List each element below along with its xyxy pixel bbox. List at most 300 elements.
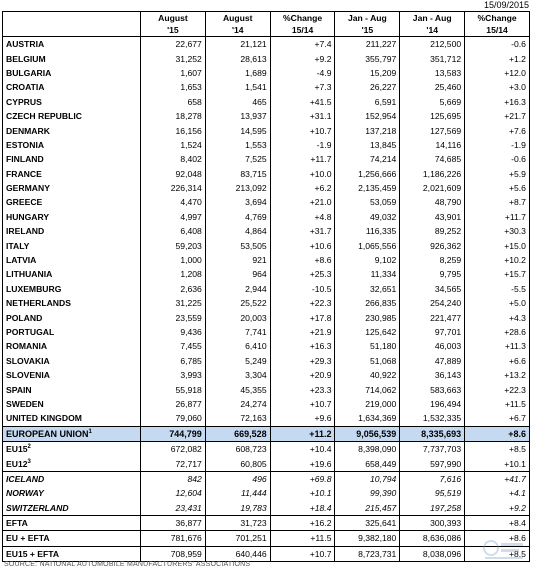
cell-ytd-14: 125,695 [400, 109, 465, 123]
table-row [3, 441, 530, 456]
cell-ytd-14: 926,362 [400, 238, 465, 252]
cell-ytd-15: 40,922 [335, 368, 400, 382]
cell-ytd-15: 74,214 [335, 152, 400, 166]
table-row [3, 195, 530, 209]
cell-ytd-change: +3.0 [465, 80, 530, 94]
table-row [3, 152, 530, 166]
row-country-name: EFTA [3, 515, 141, 530]
table-row [3, 138, 530, 152]
cell-aug-14: 4,864 [205, 224, 270, 238]
row-country-name: PORTUGAL [3, 325, 141, 339]
table-row [3, 37, 530, 52]
cell-aug-change: +25.3 [270, 267, 335, 281]
cell-aug-change: +11.2 [270, 426, 335, 441]
cell-aug-14: 24,274 [205, 397, 270, 411]
cell-aug-change: -1.9 [270, 138, 335, 152]
cell-ytd-15: 152,954 [335, 109, 400, 123]
cell-ytd-14: 254,240 [400, 296, 465, 310]
row-country-name: AUSTRIA [3, 37, 141, 52]
row-country-name: NORWAY [3, 486, 141, 500]
cell-aug-14: 608,723 [205, 441, 270, 456]
table-row [3, 368, 530, 382]
cell-aug-change: +9.6 [270, 411, 335, 426]
cell-ytd-change: +8.5 [465, 441, 530, 456]
cell-aug-15: 8,402 [141, 152, 206, 166]
row-country-name: POLAND [3, 310, 141, 324]
cell-aug-change: +31.7 [270, 224, 335, 238]
table-row [3, 546, 530, 561]
table-row [3, 531, 530, 546]
header-ytd-change: %Change 15/14 [465, 12, 530, 37]
table-row [3, 123, 530, 137]
cell-ytd-15: 9,382,180 [335, 531, 400, 546]
row-country-name: SWEDEN [3, 397, 141, 411]
cell-aug-15: 31,225 [141, 296, 206, 310]
cell-ytd-15: 51,180 [335, 339, 400, 353]
cell-ytd-14: 46,003 [400, 339, 465, 353]
cell-ytd-14: 1,532,335 [400, 411, 465, 426]
table-row [3, 339, 530, 353]
cell-ytd-change: +15.7 [465, 267, 530, 281]
cell-ytd-15: 125,642 [335, 325, 400, 339]
registrations-table [2, 11, 530, 562]
cell-ytd-15: 53,059 [335, 195, 400, 209]
cell-aug-15: 6,785 [141, 354, 206, 368]
cell-aug-15: 36,877 [141, 515, 206, 530]
cell-ytd-15: 10,794 [335, 471, 400, 486]
cell-aug-14: 28,613 [205, 51, 270, 65]
header-country [3, 12, 141, 37]
table-row [3, 296, 530, 310]
cell-aug-change: +10.7 [270, 397, 335, 411]
table-row [3, 238, 530, 252]
cell-aug-15: 842 [141, 471, 206, 486]
watermark-logo-icon [481, 538, 527, 562]
table-row [3, 310, 530, 324]
row-country-name: LATVIA [3, 253, 141, 267]
cell-aug-15: 55,918 [141, 382, 206, 396]
cell-aug-15: 59,203 [141, 238, 206, 252]
cell-aug-change: +18.4 [270, 501, 335, 516]
row-country-name: LUXEMBURG [3, 282, 141, 296]
cell-aug-15: 92,048 [141, 167, 206, 181]
cell-ytd-15: 8,723,731 [335, 546, 400, 561]
cell-ytd-change: +8.4 [465, 515, 530, 530]
cell-ytd-change: -0.6 [465, 152, 530, 166]
report-date: 15/09/2015 [483, 0, 529, 10]
row-country-name: SWITZERLAND [3, 501, 141, 516]
table-body [3, 37, 530, 562]
cell-ytd-14: 13,583 [400, 66, 465, 80]
cell-aug-15: 31,252 [141, 51, 206, 65]
cell-ytd-change: +41.7 [465, 471, 530, 486]
table-row [3, 354, 530, 368]
cell-aug-15: 658 [141, 95, 206, 109]
cell-aug-change: +16.3 [270, 339, 335, 353]
cell-ytd-change: +9.2 [465, 501, 530, 516]
cell-aug-15: 72,717 [141, 456, 206, 471]
cell-ytd-14: 351,712 [400, 51, 465, 65]
row-country-name: $EU12^3$ [3, 456, 141, 471]
cell-ytd-change: +8.6 [465, 531, 530, 546]
cell-ytd-14: 25,460 [400, 80, 465, 94]
cell-ytd-14: 14,116 [400, 138, 465, 152]
cell-aug-15: 708,959 [141, 546, 206, 561]
row-country-name: DENMARK [3, 123, 141, 137]
cell-aug-14: 7,741 [205, 325, 270, 339]
cell-ytd-15: 99,390 [335, 486, 400, 500]
cell-aug-change: +17.8 [270, 310, 335, 324]
cell-aug-14: 1,689 [205, 66, 270, 80]
cell-ytd-change: +11.3 [465, 339, 530, 353]
cell-aug-14: 1,541 [205, 80, 270, 94]
cell-aug-15: 1,000 [141, 253, 206, 267]
cell-ytd-15: 6,591 [335, 95, 400, 109]
cell-aug-change: +10.4 [270, 441, 335, 456]
cell-ytd-14: 583,663 [400, 382, 465, 396]
cell-ytd-change: +8.6 [465, 426, 530, 441]
row-country-name: ROMANIA [3, 339, 141, 353]
cell-aug-15: 18,278 [141, 109, 206, 123]
cell-aug-15: 1,653 [141, 80, 206, 94]
row-country-name: FRANCE [3, 167, 141, 181]
cell-aug-15: 23,559 [141, 310, 206, 324]
cell-ytd-14: 8,335,693 [400, 426, 465, 441]
cell-ytd-14: 34,565 [400, 282, 465, 296]
cell-ytd-14: 2,021,609 [400, 181, 465, 195]
cell-aug-15: 1,607 [141, 66, 206, 80]
cell-aug-15: 226,314 [141, 181, 206, 195]
table-row [3, 282, 530, 296]
cell-ytd-change: -5.5 [465, 282, 530, 296]
cell-aug-14: 669,528 [205, 426, 270, 441]
cell-ytd-15: 9,102 [335, 253, 400, 267]
cell-ytd-change: +11.7 [465, 210, 530, 224]
cell-aug-15: 79,060 [141, 411, 206, 426]
row-country-name: GREECE [3, 195, 141, 209]
cell-aug-15: 6,408 [141, 224, 206, 238]
cell-aug-14: 701,251 [205, 531, 270, 546]
cell-aug-change: +10.7 [270, 546, 335, 561]
cell-ytd-change: +13.2 [465, 368, 530, 382]
cell-aug-14: 14,595 [205, 123, 270, 137]
table-row [3, 167, 530, 181]
cell-aug-14: 496 [205, 471, 270, 486]
cell-aug-change: +20.9 [270, 368, 335, 382]
cell-aug-14: 72,163 [205, 411, 270, 426]
table-row [3, 426, 530, 441]
table-row [3, 325, 530, 339]
cell-aug-change: +23.3 [270, 382, 335, 396]
cell-ytd-14: 8,636,086 [400, 531, 465, 546]
row-country-name: CROATIA [3, 80, 141, 94]
row-country-name: SLOVAKIA [3, 354, 141, 368]
cell-ytd-14: 8,038,096 [400, 546, 465, 561]
cell-aug-14: 13,937 [205, 109, 270, 123]
cell-aug-15: 4,470 [141, 195, 206, 209]
cell-aug-change: +21.0 [270, 195, 335, 209]
cell-ytd-change: +28.6 [465, 325, 530, 339]
cell-aug-14: 964 [205, 267, 270, 281]
cell-aug-14: 6,410 [205, 339, 270, 353]
cell-ytd-15: 32,651 [335, 282, 400, 296]
cell-ytd-14: 97,701 [400, 325, 465, 339]
cell-aug-14: 5,249 [205, 354, 270, 368]
cell-ytd-14: 5,669 [400, 95, 465, 109]
cell-aug-15: 3,993 [141, 368, 206, 382]
table-row [3, 456, 530, 471]
cell-aug-14: 25,522 [205, 296, 270, 310]
cell-ytd-15: 9,056,539 [335, 426, 400, 441]
cell-aug-change: +16.2 [270, 515, 335, 530]
cell-aug-14: 21,121 [205, 37, 270, 52]
cell-aug-15: 2,636 [141, 282, 206, 296]
row-country-name: SLOVENIA [3, 368, 141, 382]
cell-ytd-change: -0.6 [465, 37, 530, 52]
cell-ytd-change: +30.3 [465, 224, 530, 238]
row-country-name: EU + EFTA [3, 531, 141, 546]
cell-ytd-14: 212,500 [400, 37, 465, 52]
cell-ytd-15: 1,634,369 [335, 411, 400, 426]
cell-ytd-15: 116,335 [335, 224, 400, 238]
cell-ytd-14: 300,393 [400, 515, 465, 530]
row-country-name: BULGARIA [3, 66, 141, 80]
cell-aug-15: 16,156 [141, 123, 206, 137]
table-row [3, 181, 530, 195]
row-country-name: ICELAND [3, 471, 141, 486]
cell-ytd-change: +6.6 [465, 354, 530, 368]
cell-ytd-15: 714,062 [335, 382, 400, 396]
cell-aug-change: -10.5 [270, 282, 335, 296]
cell-ytd-15: 658,449 [335, 456, 400, 471]
table-row [3, 210, 530, 224]
row-country-name: ITALY [3, 238, 141, 252]
cell-aug-change: +22.3 [270, 296, 335, 310]
cell-aug-15: 7,455 [141, 339, 206, 353]
table-row [3, 515, 530, 530]
cell-ytd-change: +10.1 [465, 456, 530, 471]
cell-aug-change: +11.7 [270, 152, 335, 166]
header-ytd-15: Jan - Aug '15 [335, 12, 400, 37]
cell-aug-14: 20,003 [205, 310, 270, 324]
cell-aug-change: +9.2 [270, 51, 335, 65]
cell-ytd-change: +7.6 [465, 123, 530, 137]
cell-aug-14: 11,444 [205, 486, 270, 500]
cell-aug-15: 1,524 [141, 138, 206, 152]
cell-aug-14: 31,723 [205, 515, 270, 530]
row-country-name: NETHERLANDS [3, 296, 141, 310]
header-ytd-14: Jan - Aug '14 [400, 12, 465, 37]
cell-aug-change: +10.1 [270, 486, 335, 500]
cell-aug-14: 640,446 [205, 546, 270, 561]
cell-ytd-change: +1.2 [465, 51, 530, 65]
table-row [3, 80, 530, 94]
cell-ytd-14: 36,143 [400, 368, 465, 382]
cell-ytd-15: 26,227 [335, 80, 400, 94]
cell-ytd-change: +8.7 [465, 195, 530, 209]
row-country-name: EUROPEAN UNION$^1$ [3, 426, 141, 441]
cell-ytd-15: 13,845 [335, 138, 400, 152]
cell-ytd-change: +6.7 [465, 411, 530, 426]
cell-ytd-14: 9,795 [400, 267, 465, 281]
cell-aug-15: 4,997 [141, 210, 206, 224]
cell-aug-change: +8.6 [270, 253, 335, 267]
cell-ytd-15: 1,256,666 [335, 167, 400, 181]
row-country-name: CZECH REPUBLIC [3, 109, 141, 123]
row-country-name: $EU15^2$ [3, 441, 141, 456]
cell-ytd-15: 51,068 [335, 354, 400, 368]
cell-aug-15: 12,604 [141, 486, 206, 500]
source-note: SOURCE: NATIONAL AUTOMOBILE MANUFACTURERS' ASSOCIATIONS [4, 561, 251, 568]
row-country-name: UNITED KINGDOM [3, 411, 141, 426]
cell-aug-change: +19.6 [270, 456, 335, 471]
table-row [3, 382, 530, 396]
cell-aug-change: -4.9 [270, 66, 335, 80]
cell-aug-15: 672,082 [141, 441, 206, 456]
cell-ytd-change: -1.9 [465, 138, 530, 152]
cell-ytd-15: 15,209 [335, 66, 400, 80]
cell-ytd-change: +22.3 [465, 382, 530, 396]
table-header [3, 12, 530, 37]
table-row [3, 224, 530, 238]
cell-aug-change: +6.2 [270, 181, 335, 195]
cell-aug-change: +7.3 [270, 80, 335, 94]
cell-aug-change: +41.5 [270, 95, 335, 109]
row-country-name: FINLAND [3, 152, 141, 166]
row-country-name: IRELAND [3, 224, 141, 238]
cell-aug-14: 213,092 [205, 181, 270, 195]
header-aug-15: August '15 [141, 12, 206, 37]
row-country-name: LITHUANIA [3, 267, 141, 281]
cell-aug-15: 781,676 [141, 531, 206, 546]
cell-ytd-change: +5.9 [465, 167, 530, 181]
header-aug-14: August '14 [205, 12, 270, 37]
cell-aug-14: 4,769 [205, 210, 270, 224]
row-country-name: BELGIUM [3, 51, 141, 65]
row-country-name: HUNGARY [3, 210, 141, 224]
cell-aug-15: 22,677 [141, 37, 206, 52]
row-country-name: SPAIN [3, 382, 141, 396]
cell-aug-14: 2,944 [205, 282, 270, 296]
cell-aug-14: 7,525 [205, 152, 270, 166]
cell-aug-14: 921 [205, 253, 270, 267]
cell-ytd-14: 197,258 [400, 501, 465, 516]
cell-ytd-change: +12.0 [465, 66, 530, 80]
cell-ytd-14: 221,477 [400, 310, 465, 324]
cell-aug-14: 3,694 [205, 195, 270, 209]
table-row [3, 95, 530, 109]
cell-aug-14: 19,783 [205, 501, 270, 516]
cell-ytd-14: 7,616 [400, 471, 465, 486]
table-row [3, 411, 530, 426]
cell-aug-14: 465 [205, 95, 270, 109]
cell-ytd-14: 127,569 [400, 123, 465, 137]
cell-ytd-change: +10.2 [465, 253, 530, 267]
cell-ytd-15: 219,000 [335, 397, 400, 411]
row-country-name: EU15 + EFTA [3, 546, 141, 561]
cell-aug-15: 26,877 [141, 397, 206, 411]
cell-ytd-change: +4.1 [465, 486, 530, 500]
cell-aug-15: 9,436 [141, 325, 206, 339]
table-row [3, 253, 530, 267]
cell-ytd-14: 48,790 [400, 195, 465, 209]
cell-ytd-14: 43,901 [400, 210, 465, 224]
table-row [3, 501, 530, 516]
cell-ytd-14: 597,990 [400, 456, 465, 471]
cell-ytd-14: 7,737,703 [400, 441, 465, 456]
cell-aug-change: +7.4 [270, 37, 335, 52]
cell-aug-change: +11.5 [270, 531, 335, 546]
row-country-name: GERMANY [3, 181, 141, 195]
cell-aug-14: 60,805 [205, 456, 270, 471]
table-row [3, 397, 530, 411]
cell-ytd-15: 1,065,556 [335, 238, 400, 252]
cell-ytd-15: 8,398,090 [335, 441, 400, 456]
cell-ytd-15: 49,032 [335, 210, 400, 224]
cell-ytd-change: +5.0 [465, 296, 530, 310]
cell-aug-change: +31.1 [270, 109, 335, 123]
row-country-name: CYPRUS [3, 95, 141, 109]
cell-aug-change: +69.8 [270, 471, 335, 486]
cell-ytd-14: 8,259 [400, 253, 465, 267]
table-row [3, 66, 530, 80]
cell-ytd-change: +21.7 [465, 109, 530, 123]
row-country-name: ESTONIA [3, 138, 141, 152]
cell-ytd-15: 2,135,459 [335, 181, 400, 195]
cell-aug-14: 83,715 [205, 167, 270, 181]
cell-aug-change: +4.8 [270, 210, 335, 224]
cell-aug-change: +10.6 [270, 238, 335, 252]
cell-ytd-14: 47,889 [400, 354, 465, 368]
cell-ytd-15: 215,457 [335, 501, 400, 516]
cell-ytd-14: 1,186,226 [400, 167, 465, 181]
cell-ytd-14: 89,252 [400, 224, 465, 238]
cell-ytd-14: 95,519 [400, 486, 465, 500]
table-row [3, 109, 530, 123]
table-row [3, 267, 530, 281]
header-aug-change: %Change 15/14 [270, 12, 335, 37]
cell-ytd-change: +4.3 [465, 310, 530, 324]
cell-aug-change: +21.9 [270, 325, 335, 339]
cell-ytd-change: +15.0 [465, 238, 530, 252]
cell-aug-change: +10.0 [270, 167, 335, 181]
cell-ytd-15: 11,334 [335, 267, 400, 281]
cell-aug-14: 45,355 [205, 382, 270, 396]
cell-aug-14: 1,553 [205, 138, 270, 152]
cell-aug-change: +10.7 [270, 123, 335, 137]
cell-ytd-change: +8.5 [465, 546, 530, 561]
cell-ytd-change: +16.3 [465, 95, 530, 109]
cell-aug-15: 744,799 [141, 426, 206, 441]
cell-ytd-change: +5.6 [465, 181, 530, 195]
cell-ytd-14: 74,685 [400, 152, 465, 166]
cell-aug-15: 23,431 [141, 501, 206, 516]
cell-ytd-15: 230,985 [335, 310, 400, 324]
table-row [3, 51, 530, 65]
cell-aug-change: +29.3 [270, 354, 335, 368]
cell-ytd-15: 137,218 [335, 123, 400, 137]
cell-aug-14: 3,304 [205, 368, 270, 382]
cell-ytd-15: 266,835 [335, 296, 400, 310]
cell-ytd-15: 211,227 [335, 37, 400, 52]
cell-ytd-15: 325,641 [335, 515, 400, 530]
table-row [3, 471, 530, 486]
cell-ytd-14: 196,494 [400, 397, 465, 411]
cell-ytd-15: 355,797 [335, 51, 400, 65]
table-row [3, 486, 530, 500]
cell-aug-14: 53,505 [205, 238, 270, 252]
cell-ytd-change: +11.5 [465, 397, 530, 411]
